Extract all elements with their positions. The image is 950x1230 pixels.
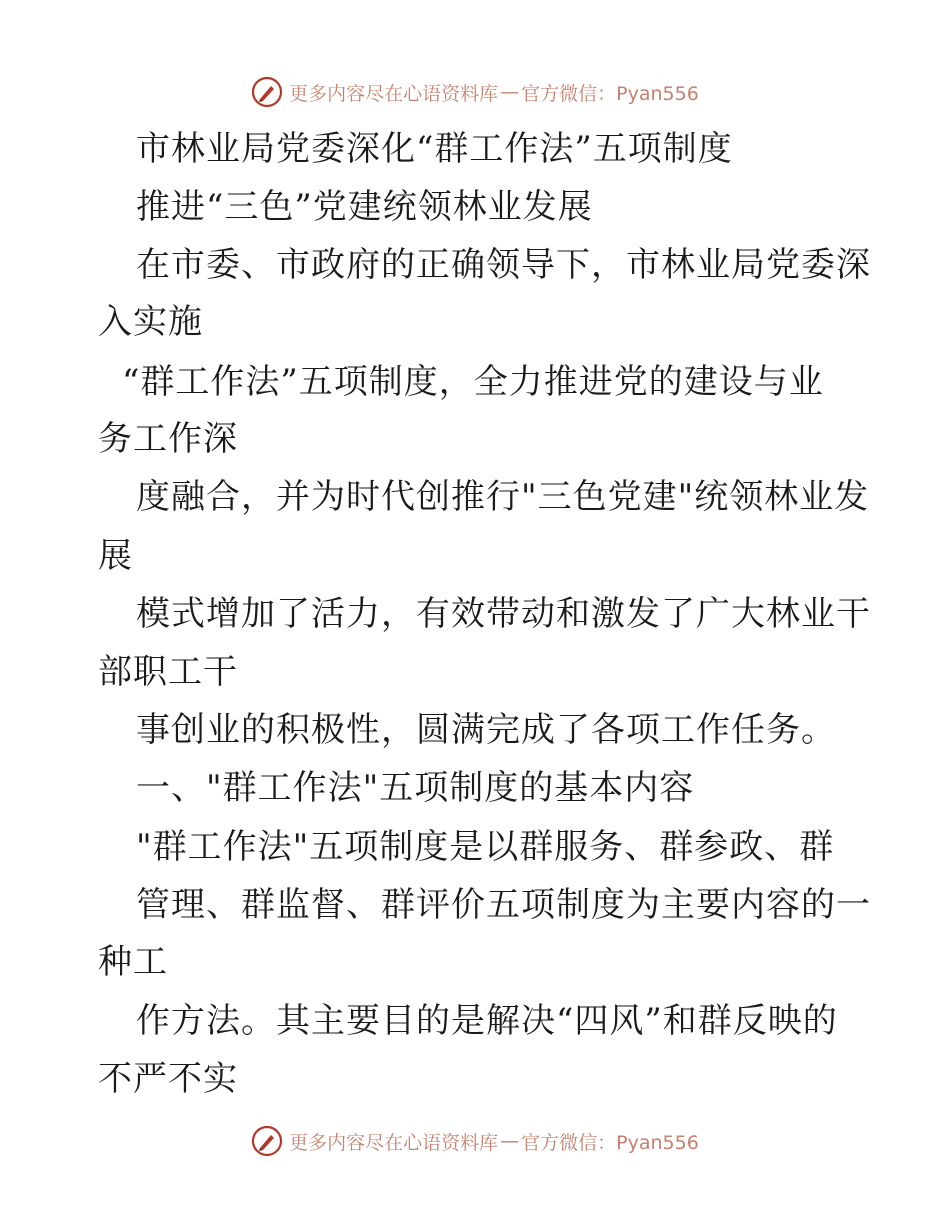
paragraph-line: 度融合，并为时代创推行"三色党建"统领林业发 — [136, 477, 870, 517]
banner-text: 更多内容尽在心语资料库 — [289, 82, 499, 105]
paragraph-line: 在市委、市政府的正确领导下，市林业局党委深 — [136, 245, 871, 285]
banner-separator: — — [500, 81, 520, 103]
paragraph-line: "群工作法"五项制度是以群服务、群参政、群 — [136, 827, 835, 867]
banner-text: 更多内容尽在心语资料库 — [289, 1131, 499, 1154]
paragraph-line: 务工作深 — [98, 419, 238, 459]
paragraph-line: 入实施 — [98, 302, 203, 342]
banner-wechat: 官方微信：Pyan556 — [521, 82, 699, 105]
paragraph-line: 不严不实 — [98, 1059, 238, 1099]
paragraph-line: 事创业的积极性，圆满完成了各项工作任务。 — [136, 710, 836, 750]
paragraph-line: 展 — [98, 536, 133, 576]
footer-watermark-banner — [0, 1121, 950, 1161]
banner-wechat: 官方微信：Pyan556 — [521, 1131, 699, 1154]
pen-logo-icon — [251, 1125, 283, 1157]
title-line-2: 推进“三色”党建统领林业发展 — [136, 187, 593, 227]
paragraph-line: 模式增加了活力，有效带动和激发了广大林业干 — [136, 594, 871, 634]
paragraph-line: 管理、群监督、群评价五项制度为主要内容的一 — [136, 885, 871, 925]
pen-logo-icon — [251, 76, 283, 108]
paragraph-line: 作方法。其主要目的是解决“四风”和群反映的 — [136, 1001, 838, 1041]
section-heading: 一、"群工作法"五项制度的基本内容 — [136, 768, 695, 808]
paragraph-line: 部职工干 — [98, 652, 238, 692]
banner-separator: — — [500, 1130, 520, 1152]
header-watermark-banner — [0, 72, 950, 112]
paragraph-line: 种工 — [98, 942, 168, 982]
title-line-1: 市林业局党委深化“群工作法”五项制度 — [136, 129, 733, 169]
paragraph-line: “群工作法”五项制度，全力推进党的建设与业 — [122, 362, 824, 402]
